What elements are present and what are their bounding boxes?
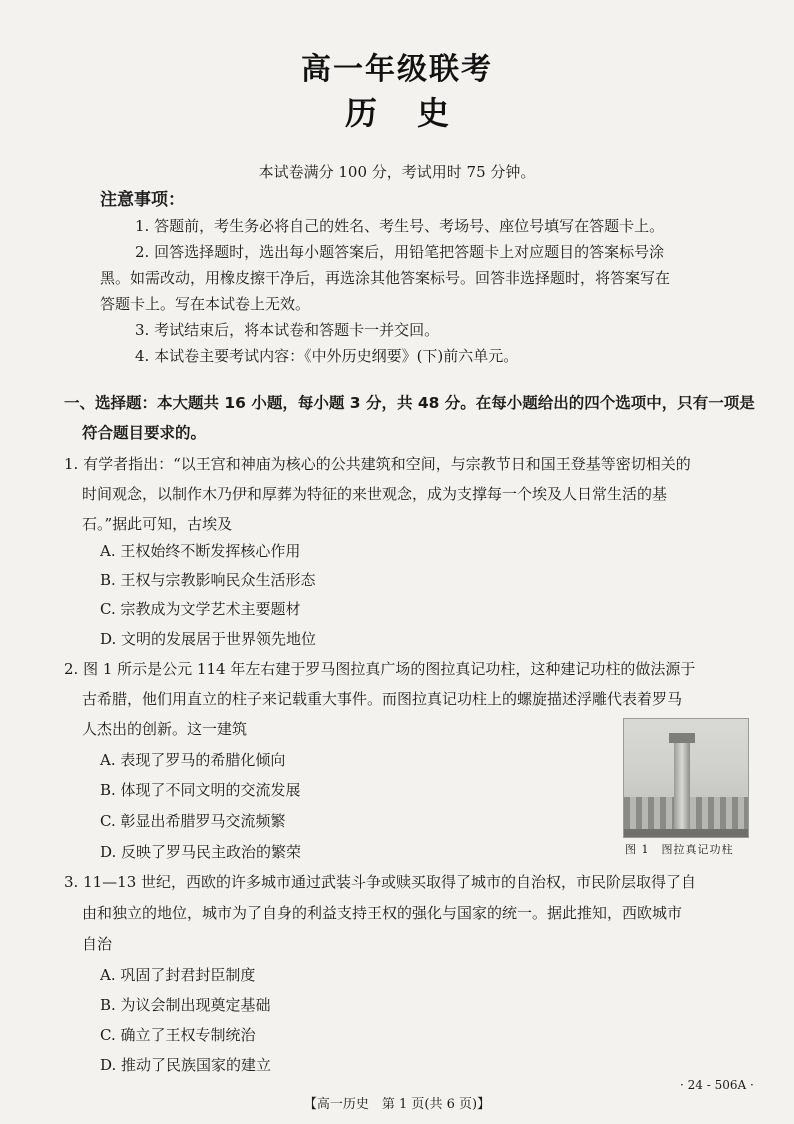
exam-intro: 本试卷满分 100 分，考试用时 75 分钟。 [258, 163, 536, 181]
question-3-stem: 由和独立的地位，城市为了自身的利益支持王权的强化与国家的统一。据此推知，西欧城市 [82, 904, 683, 922]
question-2-option-b: B. 体现了不同文明的交流发展 [100, 781, 301, 799]
question-2-option-d: D. 反映了罗马民主政治的繁荣 [100, 843, 302, 861]
notice-line: 答题卡上。写在本试卷上无效。 [100, 295, 311, 313]
question-2-stem: 古希腊，他们用直立的柱子来记载重大事件。而图拉真记功柱上的螺旋描述浮雕代表着罗马 [82, 690, 683, 708]
notice-line: 黑。如需改动，用橡皮擦干净后，再选涂其他答案标号。回答非选择题时，将答案写在 [100, 269, 671, 287]
notice-line: 2. 回答选择题时，选出每小题答案后，用铅笔把答题卡上对应题目的答案标号涂 [135, 243, 665, 261]
notice-line: 3. 考试结束后，将本试卷和答题卡一并交回。 [135, 321, 440, 339]
question-3-option-c: C. 确立了王权专制统治 [100, 1026, 256, 1044]
question-1-option-b: B. 王权与宗教影响民众生活形态 [100, 571, 316, 589]
question-2-stem: 2. 图 1 所示是公元 114 年左右建于罗马图拉真广场的图拉真记功柱，这种建记功柱的做法源于 [64, 660, 696, 678]
notice-heading: 注意事项： [100, 190, 185, 210]
section-heading-cont: 符合题目要求的。 [82, 424, 207, 442]
notice-line: 4. 本试卷主要考试内容：《中外历史纲要》(下)前六单元。 [135, 347, 519, 365]
question-1-stem: 1. 有学者指出：“以王宫和神庙为核心的公共建筑和空间，与宗教节日和国王登基等密切相关的 [64, 455, 691, 473]
notice-line: 1. 答题前，考生务必将自己的姓名、考生号、考场号、座位号填写在答题卡上。 [135, 217, 665, 235]
column-shaft [674, 741, 690, 829]
question-1-stem: 时间观念，以制作木乃伊和厚葬为特征的来世观念，成为支撑每一个埃及人日常生活的基 [82, 485, 668, 503]
question-2-option-a: A. 表现了罗马的希腊化倾向 [100, 751, 286, 769]
question-1-option-d: D. 文明的发展居于世界领先地位 [100, 630, 317, 648]
ground [624, 829, 748, 837]
subject-title: 历史 [344, 94, 489, 132]
question-1-stem: 石。”据此可知，古埃及 [82, 515, 233, 533]
question-3-stem: 自治 [82, 935, 113, 953]
page-footer: 【高一历史 第 1 页(共 6 页)】 [303, 1097, 491, 1112]
section-heading: 一、选择题：本大题共 16 小题，每小题 3 分，共 48 分。在每小题给出的四个选项中，只有一项是 [64, 394, 755, 412]
question-3-stem: 3. 11—13 世纪，西欧的许多城市通过武装斗争或赎买取得了城市的自治权，市民阶层取得了自 [64, 873, 697, 891]
figure-caption: 图 1 图拉真记功柱 [625, 843, 734, 856]
trajan-column-figure [623, 718, 749, 838]
question-1-option-c: C. 宗教成为文学艺术主要题材 [100, 600, 301, 618]
exam-title: 高一年级联考 [301, 52, 493, 87]
column-capital [669, 733, 695, 743]
question-3-option-a: A. 巩固了封君封臣制度 [100, 966, 256, 984]
question-2-option-c: C. 彰显出希腊罗马交流频繁 [100, 812, 286, 830]
question-3-option-d: D. 推动了民族国家的建立 [100, 1056, 272, 1074]
question-2-stem: 人杰出的创新。这一建筑 [82, 720, 248, 738]
question-1-option-a: A. 王权始终不断发挥核心作用 [100, 542, 301, 560]
question-3-option-b: B. 为议会制出现奠定基础 [100, 996, 271, 1014]
paper-code: · 24 - 506A · [680, 1078, 754, 1092]
